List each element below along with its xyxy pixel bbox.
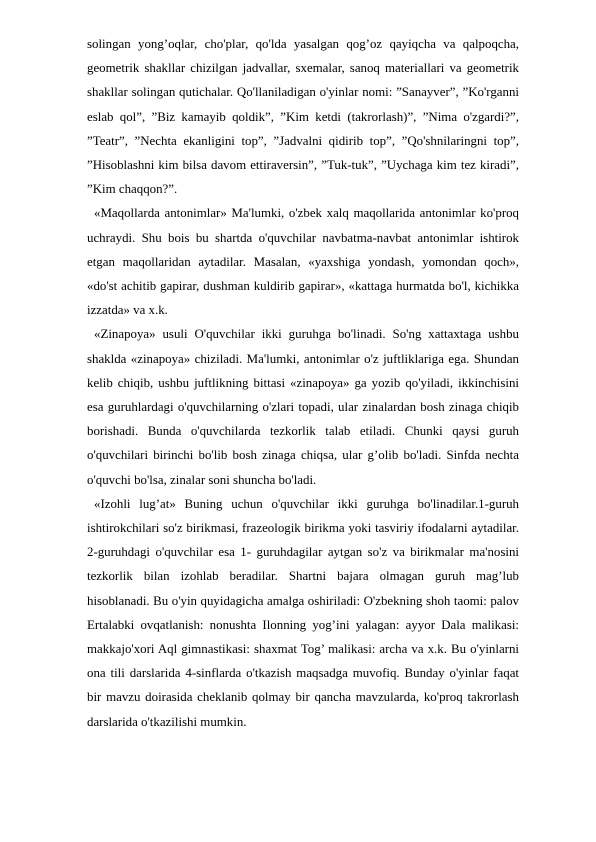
paragraph-games-list: solingan yong’oqlar, cho'plar, qo'lda yasalgan qog’oz qayiqcha va qalpoqcha, geometrik shakllar chizilgan jadvallar, sxemalar, sanoq materiallari va geometrik shakllar solingan qutichalar. Qo'llaniladigan o'yinlar nomi: ”Sanayver”, ”Ko'rganni eslab qol”, ”Biz kamayib qoldik”, ”Kim ketdi (takrorlash)”, ”Nima o'zgardi?”, ”Teatr”, ”Nechta ekanligini top”, ”Jadvalni qidirib top”, ”Qo'shnilaringni top”, ”Hisoblashni kim bilsa davom ettiraversin”, ”Tuk-tuk”, ”Uychaga kim tez kiradi”, ”Kim chaqqon?”. <box>87 37 519 197</box>
paragraph-proverbs-antonyms: «Maqollarda antonimlar» Ma'lumki, o'zbek xalq maqollarida antonimlar ko'proq uchraydi. Shu bois bu shartda o'quvchilar navbatma-navbat antonimlar ishtirok etgan maqollaridan aytadilar. Masalan, «yaxshiga yondash, yomondan qoch», «do'st achitib gapirar, dushman kuldirib gapirar», «kattaga hurmatda bo'l, kichikka izzatda» va x.k. <box>87 206 519 318</box>
paragraph-staircase-method: «Zinapoya» usuli O'quvchilar ikki guruhga bo'linadi. So'ng xattaxtaga ushbu shaklda «zinapoya» chiziladi. Ma'lumki, antonimlar o'z juftliklariga ega. Shundan kelib chiqib, ushbu juftlikning bittasi «zinapoya» ga yozib qo'yiladi, ikkinchisini esa guruhlardagi o'quvchilarning o'zlari topadi, ular zinalardan bosh zinaga chiqib borishadi. Bunda o'quvchilarda tezkorlik talab etiladi. Chunki qaysi guruh o'quvchilari birinchi bo'lib bosh zinaga chiqsa, ular g’olib bo'ladi. Sinfda nechta o'quvchi bo'lsa, zinalar soni shuncha bo'ladi. <box>87 327 519 487</box>
paragraph-explanatory-dictionary: «Izohli lug’at» Buning uchun o'quvchilar ikki guruhga bo'linadilar.1-guruh ishtirokchilari so'z birikmasi, frazeologik birikma yoki tasviriy ifodalarni aytadilar. 2-guruhdagi o'quvchilar esa 1- guruhdagilar aytgan so'z va birikmalar ma'nosini tezkorlik bilan izohlab beradilar. Shartni bajara olmagan guruh mag’lub hisoblanadi. Bu o'yin quyidagicha amalga oshiriladi: O'zbekning shoh taomi: palov Ertalabki ovqatlanish: nonushta Ilonning yog’ini yalagan: ayyor Dala malikasi: makkajo'xori Aql gimnastikasi: shaxmat Tog’ malikasi: archa va x.k. Bu o'yinlarni ona tili darslarida 4-sinflarda o'tkazish maqsadga muvofiq. Bunday o'yinlar faqat bir mavzu doirasida cheklanib qolmay bir qancha mavzularda, ko'proq takrorlash darslarida o'tkazilishi mumkin. <box>87 496 519 729</box>
document-page <box>87 32 519 734</box>
